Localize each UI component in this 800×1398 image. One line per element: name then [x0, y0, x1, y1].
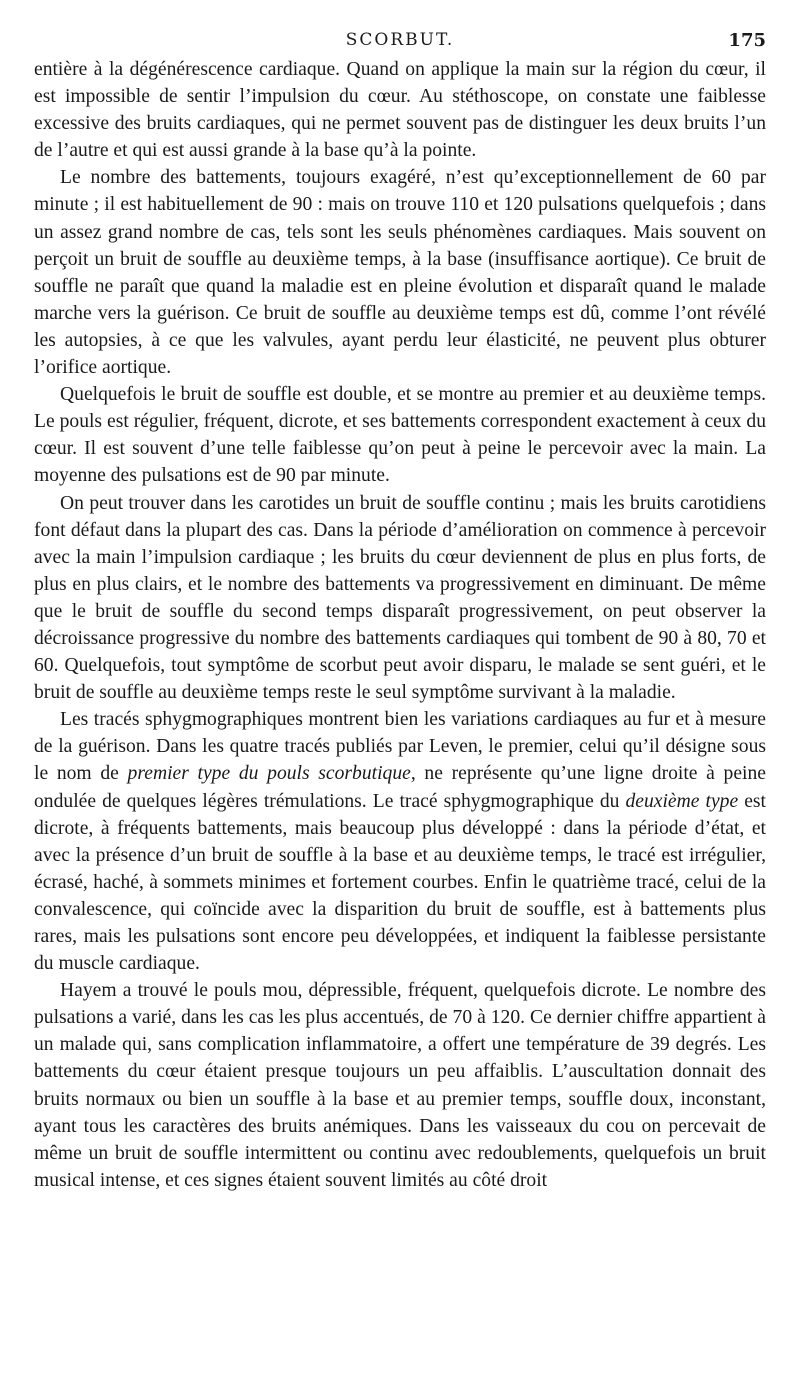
page-number: 175	[728, 30, 766, 51]
paragraph-6	[34, 977, 766, 1194]
paragraph-2	[34, 164, 766, 381]
italic-term: deuxième type	[625, 790, 739, 812]
paragraph-5	[34, 706, 766, 977]
paragraph-text: On peut trouver dans les carotides un bruit de souffle continu ; mais les bruits carotidiens font défaut dans la plupart des cas. Dans la période d’amélioration on commence à percevoir avec la main l’impulsion cardiaque ; les bruits du cœur deviennent de plus en plus forts, de plus en plus clairs, et le nombre des battements va progressivement en diminuant. De même que le bruit de souffle du second temps disparaît progressivement, on peut observer la décroissance progressive du nombre des battements cardiaques qui tombent de 90 à 80, 70 et 60. Quelquefois, tout symptôme de scorbut peut avoir disparu, le malade se sent guéri, et le bruit de souffle au deuxième temps reste le seul symptôme survivant à la maladie.	[34, 492, 766, 704]
italic-term: premier type du pouls scorbutique	[127, 763, 411, 785]
paragraph-text: entière à la dégénérescence cardiaque. Quand on applique la main sur la région du cœur, il est impossible de sentir l’impulsion du cœur. Au stéthoscope, on constate une faiblesse excessive des bruits cardiaques, qui ne permet souvent pas de distinguer les deux bruits l’un de l’autre et qui est aussi grande à la base qu’à la pointe.	[34, 59, 766, 162]
paragraph-text: Quelquefois le bruit de souffle est double, et se montre au premier et au deuxième temps. Le pouls est régulier, fréquent, dicrote, et ses battements correspondent exactement à ceux du cœur. Il est souvent d’une telle faiblesse qu’on peut à peine le percevoir avec la main. La moyenne des pulsations est de 90 par minute.	[34, 384, 766, 487]
paragraph-text: Les tracés sphygmographiques montrent bien les variations cardiaques au fur et à mesure de la guérison. Dans les quatre tracés publiés par Leven, le premier, celui qu’il désigne sous le nom de	[34, 709, 766, 785]
paragraph-text: , ne représente qu’une ligne droite à peine ondulée de quelques légères trémulations. Le tracé sphygmographique du	[34, 763, 766, 812]
paragraph-text: Le nombre des battements, toujours exagéré, n’est qu’exceptionnellement de 60 par minute ; il est habituellement de 90 : mais on trouve 110 et 120 pulsations quelquefois ; dans un assez grand nombre de cas, tels sont les seuls phénomènes cardiaques. Mais souvent on perçoit un bruit de souffle au deuxième temps, à la base (insuffisance aortique). Ce bruit de souffle ne paraît que quand la maladie est en pleine évolution et disparaît quand le malade marche vers la guérison. Ce bruit de souffle au deuxième temps est dû, comme l’ont révélé les autopsies, à ce que les valvules, ayant perdu leur élasticité, ne peuvent plus obturer l’orifice aortique.	[34, 167, 766, 379]
paragraph-3	[34, 381, 766, 489]
body-text	[34, 56, 766, 1194]
paragraph-text: Hayem a trouvé le pouls mou, dépressible, fréquent, quelquefois dicrote. Le nombre des pulsations a varié, dans les cas les plus accentués, de 70 à 120. Ce dernier chiffre appartient à un malade qui, sans complication inflammatoire, a offert une température de 39 degrés. Les battements du cœur étaient presque toujours un peu affaiblis. L’auscultation donnait des bruits normaux ou bien un souffle à la base et au premier temps, souffle doux, inconstant, ayant tous les caractères des bruits anémiques. Dans les vaisseaux du cou on percevait de même un bruit de souffle intermittent ou continu avec redoublements, quelquefois un bruit musical intense, et ces signes étaient souvent limités au côté droit	[34, 980, 766, 1191]
paragraph-text: est dicrote, à fréquents battements, mais beaucoup plus développé : dans la période d’état, et avec la présence d’un bruit de souffle à la base et au deuxième temps, le tracé est irrégulier, écrasé, haché, à sommets minimes et fortement courbes. Enfin le quatrième tracé, celui de la convalescence, qui coïncide avec la disparition du bruit de souffle, est à battements plus rares, mais les pulsations sont encore peu développées, et indiquent la faiblesse persistante du muscle cardiaque.	[34, 790, 766, 975]
page-header	[34, 26, 766, 56]
running-head: SCORBUT.	[345, 30, 455, 50]
paragraph-4	[34, 490, 766, 707]
paragraph-1	[34, 56, 766, 164]
book-page	[34, 26, 766, 1194]
